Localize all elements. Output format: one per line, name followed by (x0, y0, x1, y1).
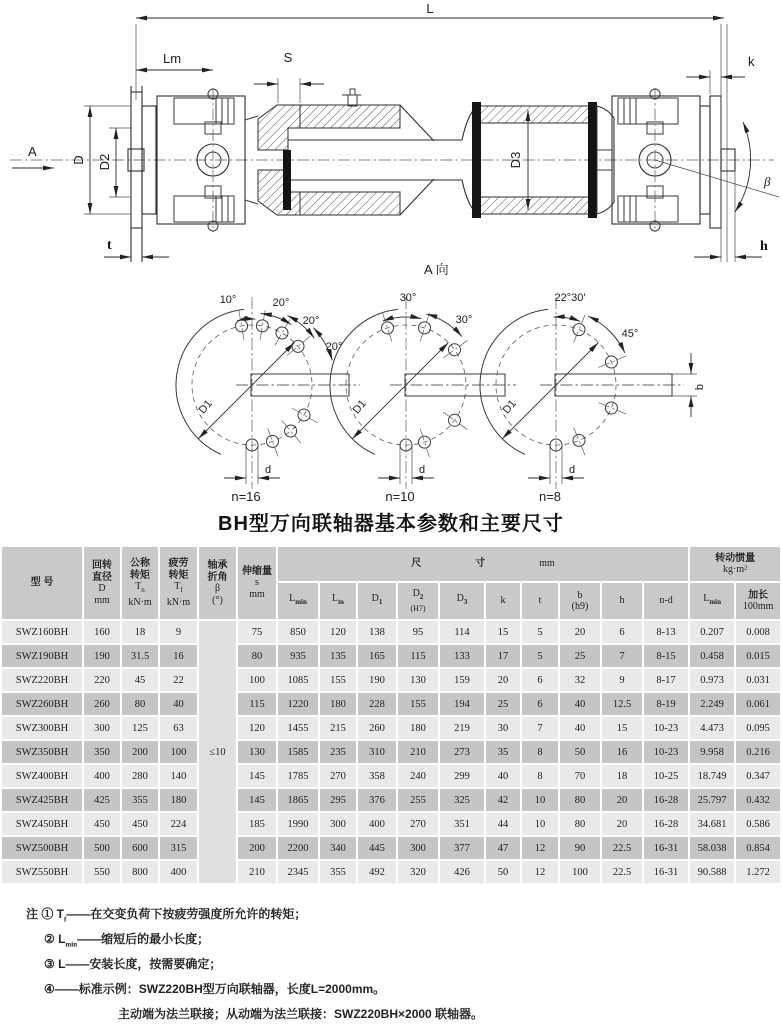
value-cell: 50 (486, 861, 520, 883)
value-cell: 5 (522, 621, 558, 643)
note-4: ④——标准示例：SWZ220BH型万向联轴器，长度L=2000mm。 (44, 981, 386, 996)
value-cell: 295 (320, 789, 356, 811)
value-cell: 90 (560, 837, 600, 859)
value-cell: 160 (84, 621, 120, 643)
value-cell: 219 (440, 717, 484, 739)
value-cell: 376 (358, 789, 396, 811)
value-cell: 0.586 (736, 813, 780, 835)
seal-ring-1 (283, 150, 291, 210)
model-cell: SWZ550BH (2, 861, 82, 883)
dim-D2: D2 (97, 153, 112, 171)
dim-t: t (107, 238, 112, 253)
col-group-dimensions: 尺 寸 mm (278, 547, 688, 581)
value-cell: 180 (320, 693, 356, 715)
value-cell: 1990 (278, 813, 318, 835)
value-cell: 194 (440, 693, 484, 715)
model-cell: SWZ500BH (2, 837, 82, 859)
value-cell: 159 (440, 669, 484, 691)
value-cell: 155 (398, 693, 438, 715)
value-cell: 10 (522, 789, 558, 811)
value-cell: 16-28 (644, 813, 688, 835)
flange-view-n16 (176, 294, 360, 504)
view-a-label: A (28, 144, 37, 159)
value-cell: 40 (560, 693, 600, 715)
table-row (2, 669, 780, 691)
note-3: ③ L——安装长度，按需要确定； (44, 956, 222, 971)
value-cell: 80 (122, 693, 158, 715)
flange-views (0, 283, 782, 520)
value-cell: 6 (522, 693, 558, 715)
value-cell: 31.5 (122, 645, 158, 667)
value-cell: 0.854 (736, 837, 780, 859)
angle-label: 22°30′ (554, 292, 586, 304)
value-cell: 1865 (278, 789, 318, 811)
value-cell: 135 (320, 645, 356, 667)
value-cell: 400 (358, 813, 396, 835)
value-cell: 16 (602, 741, 642, 763)
value-cell: 492 (358, 861, 396, 883)
value-cell: 850 (278, 621, 318, 643)
value-cell: 9.958 (690, 741, 734, 763)
value-cell: 1085 (278, 669, 318, 691)
table-row (2, 717, 780, 739)
dim-beta: β (764, 174, 771, 189)
value-cell: 8 (522, 741, 558, 763)
value-cell: 7 (522, 717, 558, 739)
dim-L: L (426, 1, 434, 16)
value-cell: 377 (440, 837, 484, 859)
notes (0, 905, 782, 1029)
table-row (2, 645, 780, 667)
value-cell: 1785 (278, 765, 318, 787)
angle-label: 20° (302, 315, 320, 327)
model-cell: SWZ350BH (2, 741, 82, 763)
value-cell: 80 (560, 813, 600, 835)
model-cell: SWZ450BH (2, 813, 82, 835)
value-cell: 34.681 (690, 813, 734, 835)
value-cell: 270 (398, 813, 438, 835)
value-cell: 351 (440, 813, 484, 835)
value-cell: 20 (486, 669, 520, 691)
dim-D: D (71, 155, 86, 165)
table-row (2, 813, 780, 835)
value-cell: 100 (560, 861, 600, 883)
value-cell: 300 (398, 837, 438, 859)
value-cell: 0.216 (736, 741, 780, 763)
model-cell: SWZ190BH (2, 645, 82, 667)
value-cell: 8-17 (644, 669, 688, 691)
value-cell: 260 (358, 717, 396, 739)
value-cell: 165 (358, 645, 396, 667)
value-cell: 40 (160, 693, 197, 715)
dim-d: d (265, 464, 272, 476)
value-cell: 58.038 (690, 837, 734, 859)
dim-h: h (760, 239, 768, 254)
value-cell: 355 (122, 789, 158, 811)
value-cell: 1.272 (736, 861, 780, 883)
value-cell: 18 (122, 621, 158, 643)
col-header-d1: $D_1$ (358, 583, 396, 619)
table-row (2, 765, 780, 787)
value-cell: 20 (602, 813, 642, 835)
value-cell: 2200 (278, 837, 318, 859)
value-cell: 1220 (278, 693, 318, 715)
value-cell: 155 (320, 669, 356, 691)
value-cell: 130 (238, 741, 276, 763)
value-cell: 450 (84, 813, 120, 835)
col-header-inertia-lmin: $L_{min}$ (690, 583, 734, 619)
value-cell: 0.061 (736, 693, 780, 715)
col-header-nominal-torque: 公称 转矩 $T_n$ kN·m (122, 547, 158, 619)
value-cell: 325 (440, 789, 484, 811)
value-cell: 40 (560, 717, 600, 739)
col-header-b: b (h9) (560, 583, 600, 619)
value-cell: 190 (358, 669, 396, 691)
col-header-k: k (486, 583, 520, 619)
parameter-table-wrap (0, 545, 782, 885)
value-cell: 400 (160, 861, 197, 883)
value-cell: 0.347 (736, 765, 780, 787)
value-cell: 12.5 (602, 693, 642, 715)
value-cell: 20 (560, 621, 600, 643)
table-row (2, 693, 780, 715)
value-cell: 445 (358, 837, 396, 859)
value-cell: 35 (486, 741, 520, 763)
value-cell: 10-23 (644, 717, 688, 739)
value-cell: 340 (320, 837, 356, 859)
col-header-h: h (602, 583, 642, 619)
value-cell: 130 (398, 669, 438, 691)
value-cell: 300 (84, 717, 120, 739)
value-cell: 80 (238, 645, 276, 667)
model-cell: SWZ300BH (2, 717, 82, 739)
value-cell: 100 (238, 669, 276, 691)
value-cell: 6 (522, 669, 558, 691)
value-cell: 50 (560, 741, 600, 763)
value-cell: 935 (278, 645, 318, 667)
dim-S: S (283, 50, 293, 65)
value-cell: 280 (122, 765, 158, 787)
col-header-extension: 伸缩量 s mm (238, 547, 276, 619)
value-cell: 44 (486, 813, 520, 835)
angle-label: 45° (621, 328, 639, 340)
parameter-table (0, 545, 782, 885)
value-cell: 180 (398, 717, 438, 739)
value-cell: 115 (398, 645, 438, 667)
value-cell: 210 (398, 741, 438, 763)
col-header-inertia-add: 加长 100mm (736, 583, 780, 619)
model-cell: SWZ425BH (2, 789, 82, 811)
value-cell: 16-31 (644, 861, 688, 883)
col-group-inertia: 转动惯量 kg·m² (690, 547, 780, 581)
value-cell: 70 (560, 765, 600, 787)
value-cell: 550 (84, 861, 120, 883)
value-cell: 8-15 (644, 645, 688, 667)
dim-d: d (569, 464, 576, 476)
value-cell: 120 (238, 717, 276, 739)
col-header-nd: n-d (644, 583, 688, 619)
dim-d: d (419, 464, 426, 476)
value-cell: 12 (522, 861, 558, 883)
value-cell: 0.095 (736, 717, 780, 739)
value-cell: 425 (84, 789, 120, 811)
dim-D1: D1 (350, 397, 369, 417)
assembly-drawing (0, 0, 782, 283)
value-cell: 1585 (278, 741, 318, 763)
value-cell: 1455 (278, 717, 318, 739)
value-cell: 10 (522, 813, 558, 835)
value-cell: 90.588 (690, 861, 734, 883)
value-cell: 228 (358, 693, 396, 715)
value-cell: 0.207 (690, 621, 734, 643)
table-row (2, 741, 780, 763)
value-cell: 18.749 (690, 765, 734, 787)
value-cell: 10-23 (644, 741, 688, 763)
value-cell: 32 (560, 669, 600, 691)
page-title: BH型万向联轴器基本参数和主要尺寸 (218, 513, 564, 535)
value-cell: 95 (398, 621, 438, 643)
value-cell: 17 (486, 645, 520, 667)
table-row (2, 837, 780, 859)
value-cell: 355 (320, 861, 356, 883)
value-cell: 100 (160, 741, 197, 763)
value-cell: 358 (358, 765, 396, 787)
value-cell: 125 (122, 717, 158, 739)
col-header-model: 型 号 (2, 547, 82, 619)
value-cell: 320 (398, 861, 438, 883)
value-cell: 40 (486, 765, 520, 787)
col-header-rotation-diameter: 回转 直径 D mm (84, 547, 120, 619)
value-cell: 255 (398, 789, 438, 811)
value-cell: 235 (320, 741, 356, 763)
value-cell: 8-19 (644, 693, 688, 715)
dim-k: k (748, 54, 755, 69)
value-cell: 138 (358, 621, 396, 643)
sliding-sleeve (245, 89, 462, 215)
value-cell: 12 (522, 837, 558, 859)
value-cell: 5 (522, 645, 558, 667)
value-cell: 16-28 (644, 789, 688, 811)
col-header-fatigue-torque: 疲劳 转矩 $T_f$ kN·m (160, 547, 197, 619)
value-cell: 140 (160, 765, 197, 787)
value-cell: 0.458 (690, 645, 734, 667)
value-cell: 20 (602, 789, 642, 811)
value-cell: 145 (238, 765, 276, 787)
value-cell: 300 (320, 813, 356, 835)
value-cell: 15 (602, 717, 642, 739)
value-cell: 224 (160, 813, 197, 835)
value-cell: 114 (440, 621, 484, 643)
seal-ring-3 (588, 102, 597, 218)
value-cell: 22 (160, 669, 197, 691)
value-cell: 45 (122, 669, 158, 691)
value-cell: 25.797 (690, 789, 734, 811)
value-cell: 25 (560, 645, 600, 667)
value-cell: 0.432 (736, 789, 780, 811)
col-header-lmin: $L_{min}$ (278, 583, 318, 619)
value-cell: 75 (238, 621, 276, 643)
value-cell: 215 (320, 717, 356, 739)
value-cell: 0.973 (690, 669, 734, 691)
value-cell: 6 (602, 621, 642, 643)
value-cell: 80 (560, 789, 600, 811)
value-cell: 200 (122, 741, 158, 763)
right-flange-disc (710, 96, 721, 228)
dim-D3: D3 (508, 151, 523, 169)
bolt-count-label: n=8 (538, 489, 562, 504)
table-row (2, 621, 780, 643)
value-cell: 800 (122, 861, 158, 883)
col-header-bearing-angle: 轴承 折角 β (°) (199, 547, 236, 619)
note-5: 主动端为法兰联接；从动端为法兰联接：SWZ220BH×2000 联轴器。 (118, 1006, 484, 1021)
value-cell: 63 (160, 717, 197, 739)
value-cell: 400 (84, 765, 120, 787)
value-cell: 16 (160, 645, 197, 667)
value-cell: 145 (238, 789, 276, 811)
value-cell: 310 (358, 741, 396, 763)
col-header-t: t (522, 583, 558, 619)
angle-label: 30° (455, 314, 473, 326)
value-cell: 18 (602, 765, 642, 787)
value-cell: 600 (122, 837, 158, 859)
value-cell: 30 (486, 717, 520, 739)
value-cell: 8 (522, 765, 558, 787)
value-cell: 0.008 (736, 621, 780, 643)
value-cell: 9 (160, 621, 197, 643)
value-cell: 0.031 (736, 669, 780, 691)
value-cell: 180 (160, 789, 197, 811)
value-cell: 133 (440, 645, 484, 667)
value-cell: 273 (440, 741, 484, 763)
model-cell: SWZ260BH (2, 693, 82, 715)
value-cell: 190 (84, 645, 120, 667)
value-cell: 22.5 (602, 861, 642, 883)
note-1: 注 ① $T_f——$在交变负荷下按疲劳强度所允许的转矩； (26, 907, 307, 924)
value-cell: 120 (320, 621, 356, 643)
table-body (2, 621, 780, 883)
value-cell: 115 (238, 693, 276, 715)
value-cell: 2345 (278, 861, 318, 883)
value-cell: 42 (486, 789, 520, 811)
value-cell: 9 (602, 669, 642, 691)
bolt-count-label: n=16 (231, 489, 261, 504)
view-a-caption: A 向 (424, 262, 449, 277)
value-cell: 2.249 (690, 693, 734, 715)
dim-D1: D1 (500, 397, 519, 417)
value-cell: 15 (486, 621, 520, 643)
value-cell: 10-25 (644, 765, 688, 787)
flange-view-n8 (480, 292, 706, 504)
value-cell: 200 (238, 837, 276, 859)
value-cell: 8-13 (644, 621, 688, 643)
value-cell: 260 (84, 693, 120, 715)
model-cell: SWZ220BH (2, 669, 82, 691)
dim-b: b (694, 383, 706, 391)
table-row (2, 789, 780, 811)
beta-angle-merged-cell: ≤10 (199, 621, 236, 883)
value-cell: 0.015 (736, 645, 780, 667)
model-cell: SWZ160BH (2, 621, 82, 643)
table-row (2, 861, 780, 883)
value-cell: 315 (160, 837, 197, 859)
value-cell: 16-31 (644, 837, 688, 859)
value-cell: 450 (122, 813, 158, 835)
flange-view-n10 (330, 292, 516, 504)
value-cell: 7 (602, 645, 642, 667)
value-cell: 426 (440, 861, 484, 883)
model-cell: SWZ400BH (2, 765, 82, 787)
seal-ring-2 (472, 102, 481, 218)
value-cell: 500 (84, 837, 120, 859)
value-cell: 220 (84, 669, 120, 691)
value-cell: 4.473 (690, 717, 734, 739)
value-cell: 270 (320, 765, 356, 787)
value-cell: 350 (84, 741, 120, 763)
angle-label: 10° (219, 294, 237, 306)
value-cell: 240 (398, 765, 438, 787)
value-cell: 185 (238, 813, 276, 835)
value-cell: 210 (238, 861, 276, 883)
note-2: ② $L_{min}——$缩短后的最小长度； (44, 931, 210, 949)
value-cell: 47 (486, 837, 520, 859)
value-cell: 22.5 (602, 837, 642, 859)
col-header-d2: $D_2$ (H7) (398, 583, 438, 619)
dim-Lm: Lm (162, 51, 182, 66)
dim-D1: D1 (196, 397, 215, 417)
col-header-lm: $L_m$ (320, 583, 356, 619)
col-header-d3: $D_3$ (440, 583, 484, 619)
value-cell: 25 (486, 693, 520, 715)
angle-label: 30° (399, 292, 417, 304)
value-cell: 299 (440, 765, 484, 787)
angle-label: 20° (272, 297, 290, 309)
angle-label: 20° (325, 341, 343, 353)
bolt-count-label: n=10 (385, 489, 415, 504)
